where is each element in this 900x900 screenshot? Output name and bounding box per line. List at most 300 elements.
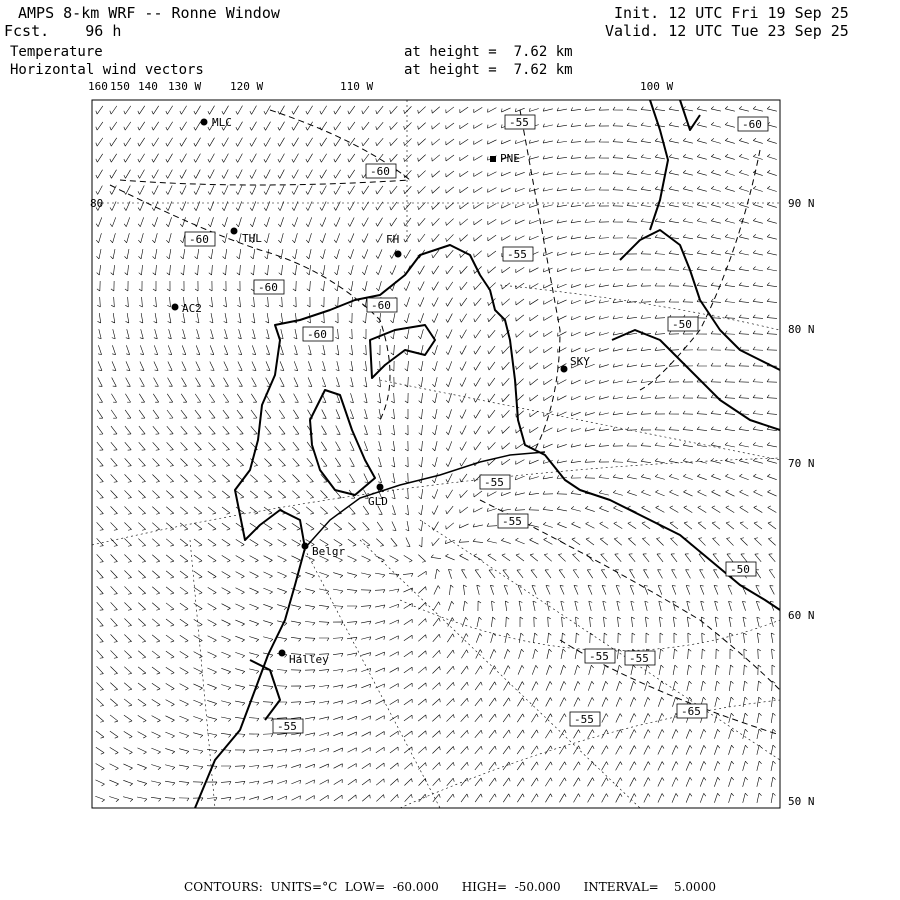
wind-vector	[459, 539, 469, 543]
wind-vector	[697, 442, 707, 447]
wind-vector	[556, 234, 566, 239]
wind-vector	[771, 777, 776, 787]
wind-vector	[586, 521, 596, 528]
wind-vector	[584, 394, 594, 400]
wind-vector	[613, 235, 623, 238]
wind-vector	[375, 200, 383, 210]
wind-vector	[533, 600, 538, 610]
wind-vector	[122, 683, 132, 692]
wind-vector	[109, 184, 116, 194]
wind-vector	[670, 521, 680, 529]
wind-vector	[221, 152, 228, 162]
wind-vector	[432, 344, 438, 354]
wind-vector	[629, 552, 638, 562]
wind-vector	[475, 730, 484, 740]
wind-vector	[446, 408, 452, 418]
wind-vector	[361, 668, 371, 674]
wind-vector	[616, 746, 623, 756]
wind-vector	[136, 619, 145, 628]
wind-vector	[683, 489, 693, 496]
wind-vector	[222, 249, 226, 259]
wind-vector	[476, 650, 483, 660]
wind-vector	[403, 537, 410, 547]
wind-vector	[376, 457, 382, 467]
wind-vector	[598, 314, 608, 319]
wind-vector	[179, 104, 187, 114]
wind-vector	[152, 232, 157, 242]
svg-text:-55: -55	[502, 515, 522, 528]
wind-vector	[445, 328, 452, 338]
wind-vector	[122, 442, 131, 452]
wind-vector	[292, 265, 296, 275]
wind-vector	[570, 393, 580, 400]
wind-vector	[561, 649, 566, 659]
wind-vector	[725, 138, 735, 144]
wind-vector	[444, 185, 454, 194]
wind-vector	[94, 715, 104, 724]
wind-vector	[472, 217, 482, 225]
wind-vector-field	[94, 104, 778, 804]
wind-vector	[726, 536, 735, 545]
wind-vector	[277, 200, 284, 210]
wind-vector	[221, 345, 227, 355]
wind-vector	[277, 686, 287, 690]
wind-vector	[433, 762, 442, 771]
wind-vector	[292, 232, 298, 242]
wind-vector	[208, 249, 213, 259]
wind-vector	[125, 297, 129, 307]
wind-vector	[376, 441, 381, 451]
wind-vector	[277, 670, 287, 674]
wind-vector	[193, 120, 201, 130]
wind-vector	[487, 392, 495, 402]
wind-vector	[669, 122, 679, 127]
wind-vector	[164, 442, 173, 451]
wind-vector	[556, 329, 566, 336]
wind-vector	[178, 555, 188, 563]
wind-vector	[290, 540, 300, 548]
wind-vector	[711, 170, 721, 176]
wind-vector	[165, 168, 172, 178]
wind-vector	[725, 426, 735, 430]
wind-vector	[389, 521, 396, 531]
wind-vector	[362, 409, 368, 419]
wind-vector	[136, 764, 146, 770]
wind-vector	[179, 136, 187, 146]
wind-vector	[206, 475, 215, 484]
wind-vector	[137, 410, 145, 420]
wind-vector	[504, 649, 510, 659]
wind-vector	[432, 683, 441, 692]
wind-vector	[557, 138, 567, 142]
wind-vector	[137, 394, 145, 404]
wind-vector	[740, 536, 749, 545]
wind-vector	[139, 297, 143, 307]
wind-vector	[305, 717, 315, 722]
wind-vector	[361, 700, 371, 707]
wind-vector	[739, 218, 749, 224]
wind-vector	[291, 120, 299, 130]
wind-vector	[109, 136, 117, 146]
wind-vector	[631, 617, 635, 627]
wind-vector	[94, 699, 103, 708]
wind-vector	[237, 297, 241, 307]
wind-vector	[546, 681, 553, 691]
wind-vector	[753, 106, 763, 111]
wind-vector	[248, 491, 258, 500]
wind-vector	[165, 184, 172, 194]
wind-vector	[446, 392, 452, 402]
wind-vector	[347, 685, 357, 691]
wind-vector	[193, 362, 200, 372]
wind-vector	[729, 713, 734, 723]
meridian-line	[380, 380, 780, 460]
wind-vector	[265, 297, 269, 307]
wind-vector	[335, 313, 338, 323]
wind-vector	[178, 603, 188, 611]
wind-vector	[419, 425, 423, 435]
wind-vector	[644, 697, 650, 707]
wind-vector	[164, 716, 174, 723]
wind-vector	[306, 345, 311, 355]
wind-vector	[543, 474, 553, 479]
wind-vector	[362, 779, 372, 787]
contour-low: LOW= -60.000	[344, 880, 439, 894]
wind-vector	[263, 734, 273, 738]
wind-vector	[472, 248, 482, 257]
wind-vector	[391, 345, 395, 355]
wind-vector	[192, 442, 201, 451]
wind-vector	[391, 361, 394, 371]
wind-vector	[249, 781, 259, 786]
wind-vector	[361, 606, 371, 610]
wind-vector	[333, 200, 340, 210]
station-marker	[490, 156, 496, 162]
wind-vector	[334, 361, 339, 371]
wind-vector	[659, 665, 664, 675]
wind-vector	[758, 681, 762, 691]
wind-vector	[700, 745, 706, 755]
wind-vector	[150, 716, 160, 723]
wind-vector	[584, 345, 594, 351]
wind-vector	[584, 298, 594, 304]
wind-vector	[612, 330, 622, 335]
wind-vector	[657, 552, 665, 562]
wind-vector	[320, 795, 330, 803]
wind-vector	[588, 697, 595, 707]
wind-vector	[390, 441, 394, 451]
wind-vector	[514, 344, 523, 353]
wind-vector	[179, 152, 187, 162]
wind-vector	[124, 232, 130, 242]
wind-vector	[108, 538, 117, 547]
wind-vector	[627, 427, 637, 431]
wind-vector	[628, 536, 637, 545]
wind-vector	[390, 473, 395, 483]
wind-vector	[236, 216, 242, 226]
wind-vector	[715, 617, 720, 627]
wind-vector	[292, 329, 297, 339]
wind-vector	[291, 686, 301, 689]
wind-vector	[655, 106, 665, 110]
wind-vector	[95, 216, 101, 226]
wind-vector	[96, 232, 102, 242]
wind-vector	[601, 552, 610, 561]
station-marker	[231, 228, 238, 235]
wind-vector	[207, 168, 214, 178]
wind-vector	[292, 248, 297, 258]
wind-vector	[95, 442, 104, 452]
wind-vector	[613, 314, 623, 319]
wind-vector	[683, 218, 693, 223]
wind-vector	[655, 267, 665, 270]
contour-label	[585, 649, 615, 663]
wind-vector	[771, 697, 775, 707]
wind-vector	[683, 331, 693, 334]
wind-vector	[432, 360, 438, 370]
contour-label	[480, 475, 510, 489]
wind-vector	[627, 187, 637, 191]
wind-vector	[139, 281, 142, 291]
wind-vector	[488, 553, 498, 561]
wind-vector	[574, 584, 581, 594]
wind-vector	[658, 745, 665, 755]
wind-vector	[472, 296, 481, 306]
contour-label	[273, 719, 303, 733]
wind-vector	[490, 649, 497, 659]
wind-vector	[179, 394, 187, 404]
wind-vector	[277, 168, 284, 178]
wind-vector	[711, 138, 721, 144]
wind-vector	[390, 668, 400, 675]
wind-vector	[192, 571, 202, 579]
wind-vector	[614, 536, 624, 545]
wind-vector	[446, 376, 452, 386]
wind-vector	[221, 136, 229, 146]
wind-vector	[389, 589, 399, 594]
wind-vector	[376, 763, 386, 771]
wind-vector	[347, 637, 357, 642]
station-label-sky: SKY	[570, 355, 590, 368]
wind-vector	[757, 616, 762, 626]
wind-vector	[123, 410, 131, 420]
wind-vector	[518, 682, 525, 692]
svg-text:-60: -60	[258, 281, 278, 294]
wind-vector	[304, 589, 314, 595]
wind-vector	[179, 345, 185, 355]
wind-vector	[179, 361, 186, 371]
wind-vector	[753, 154, 763, 160]
wind-vector	[588, 730, 595, 740]
wind-vector	[418, 683, 428, 692]
wind-vector	[263, 104, 271, 114]
wind-vector	[753, 363, 763, 366]
wind-vector	[321, 297, 324, 307]
wind-vector	[418, 715, 428, 724]
wind-vector	[645, 617, 649, 627]
wind-vector	[756, 600, 762, 610]
wind-vector	[613, 219, 623, 222]
wind-vector	[461, 778, 470, 788]
wind-vector	[627, 107, 637, 111]
wind-vector	[533, 633, 537, 643]
wind-vector	[740, 505, 750, 513]
wind-vector	[123, 168, 131, 178]
wind-vector	[235, 361, 242, 371]
wind-vector	[192, 539, 202, 547]
wind-vector	[278, 249, 283, 259]
wind-vector	[655, 458, 665, 463]
wind-vector	[109, 426, 117, 436]
wind-vector	[669, 427, 679, 431]
wind-vector	[122, 474, 131, 483]
wind-vector	[444, 248, 453, 258]
wind-vector	[472, 201, 482, 209]
wind-vector	[108, 506, 117, 515]
wind-vector	[138, 329, 143, 339]
wind-vector	[221, 766, 231, 769]
wind-vector	[545, 746, 553, 756]
wind-vector	[292, 796, 302, 803]
meridian-line	[360, 540, 640, 808]
wind-vector	[318, 589, 328, 594]
wind-vector	[220, 459, 229, 468]
contour-label	[726, 562, 756, 576]
wind-vector	[165, 394, 173, 404]
wind-vector	[672, 745, 679, 755]
wind-vector	[305, 780, 315, 787]
wind-vector	[192, 733, 202, 739]
wind-vector	[416, 168, 425, 177]
wind-vector	[545, 778, 553, 788]
wind-vector	[178, 668, 188, 676]
wind-vector	[516, 553, 526, 561]
wind-vector	[459, 312, 467, 322]
wind-vector	[122, 699, 132, 708]
wind-vector	[208, 216, 214, 226]
wind-vector	[388, 104, 397, 114]
wind-vector	[725, 122, 735, 128]
wind-vector	[739, 473, 749, 479]
wind-vector	[206, 507, 216, 515]
wind-vector	[544, 552, 554, 561]
wind-vector	[487, 523, 497, 527]
wind-vector	[585, 475, 595, 478]
wind-vector	[137, 184, 144, 194]
wind-vector	[361, 200, 369, 210]
wind-vector	[165, 120, 173, 130]
station-marker	[395, 251, 402, 258]
wind-vector	[600, 537, 610, 546]
wind-vector	[753, 473, 763, 479]
field-height-wind: at height = 7.62 km	[404, 62, 573, 78]
wind-vector	[598, 378, 608, 384]
wind-vector	[686, 729, 692, 739]
wind-vector	[542, 138, 552, 143]
wind-vector	[206, 717, 216, 723]
wind-vector	[548, 633, 552, 643]
wind-vector	[109, 104, 117, 114]
wind-vector	[739, 379, 749, 382]
wind-vector	[475, 778, 483, 788]
wind-vector	[305, 136, 313, 146]
wind-vector	[418, 603, 427, 612]
wind-vector	[248, 636, 258, 642]
wind-vector	[207, 378, 215, 388]
wind-vector	[94, 731, 104, 739]
wind-vector	[402, 555, 412, 563]
wind-vector	[725, 379, 735, 382]
wind-vector	[122, 538, 131, 547]
wind-vector	[585, 107, 595, 111]
wind-vector	[178, 491, 188, 500]
wind-vector	[683, 411, 693, 414]
wind-vector	[178, 426, 187, 436]
wind-vector	[167, 281, 170, 291]
wind-vector	[557, 506, 567, 511]
wind-vector	[669, 458, 679, 463]
wind-vector	[108, 683, 117, 692]
wind-vector	[418, 667, 428, 676]
wind-vector	[94, 522, 103, 531]
wind-vector	[542, 106, 552, 111]
wind-vector	[570, 266, 580, 272]
wind-vector	[491, 617, 495, 627]
wind-vector	[333, 669, 343, 674]
wind-vector	[348, 248, 354, 258]
wind-vector	[220, 507, 230, 515]
wind-vector	[602, 714, 609, 724]
wind-vector	[419, 441, 423, 451]
wind-vector	[263, 685, 273, 689]
wind-vector	[702, 649, 706, 659]
wind-vector	[669, 442, 679, 446]
wind-vector	[655, 234, 665, 238]
wind-vector	[683, 234, 693, 239]
wind-vector	[192, 635, 202, 643]
lat-label: 70 N	[788, 457, 815, 470]
wind-vector	[655, 427, 665, 430]
wind-vector	[374, 136, 383, 146]
svg-text:-55: -55	[507, 248, 527, 261]
wind-vector	[136, 732, 146, 739]
wind-vector	[165, 345, 171, 355]
wind-vector	[235, 200, 241, 210]
wind-vector	[644, 746, 651, 756]
wind-vector	[150, 571, 160, 580]
wind-vector	[627, 346, 637, 351]
wind-vector	[181, 265, 185, 275]
wind-vector	[178, 523, 188, 532]
wind-vector	[263, 136, 271, 146]
wind-vector	[291, 152, 299, 162]
wind-vector	[333, 701, 343, 707]
wind-vector	[122, 554, 131, 563]
wind-vector	[500, 489, 510, 495]
wind-vector	[95, 136, 103, 146]
wind-vector	[514, 217, 524, 224]
wind-vector	[585, 123, 595, 127]
wind-vector	[263, 796, 273, 802]
wind-vector	[697, 315, 707, 318]
wind-vector	[164, 651, 174, 659]
wind-vector	[125, 281, 128, 291]
wind-vector	[542, 122, 552, 127]
wind-vector	[570, 426, 580, 432]
wind-vector	[683, 299, 693, 302]
wind-vector	[136, 555, 145, 564]
contours-label: CONTOURS:	[184, 880, 263, 894]
